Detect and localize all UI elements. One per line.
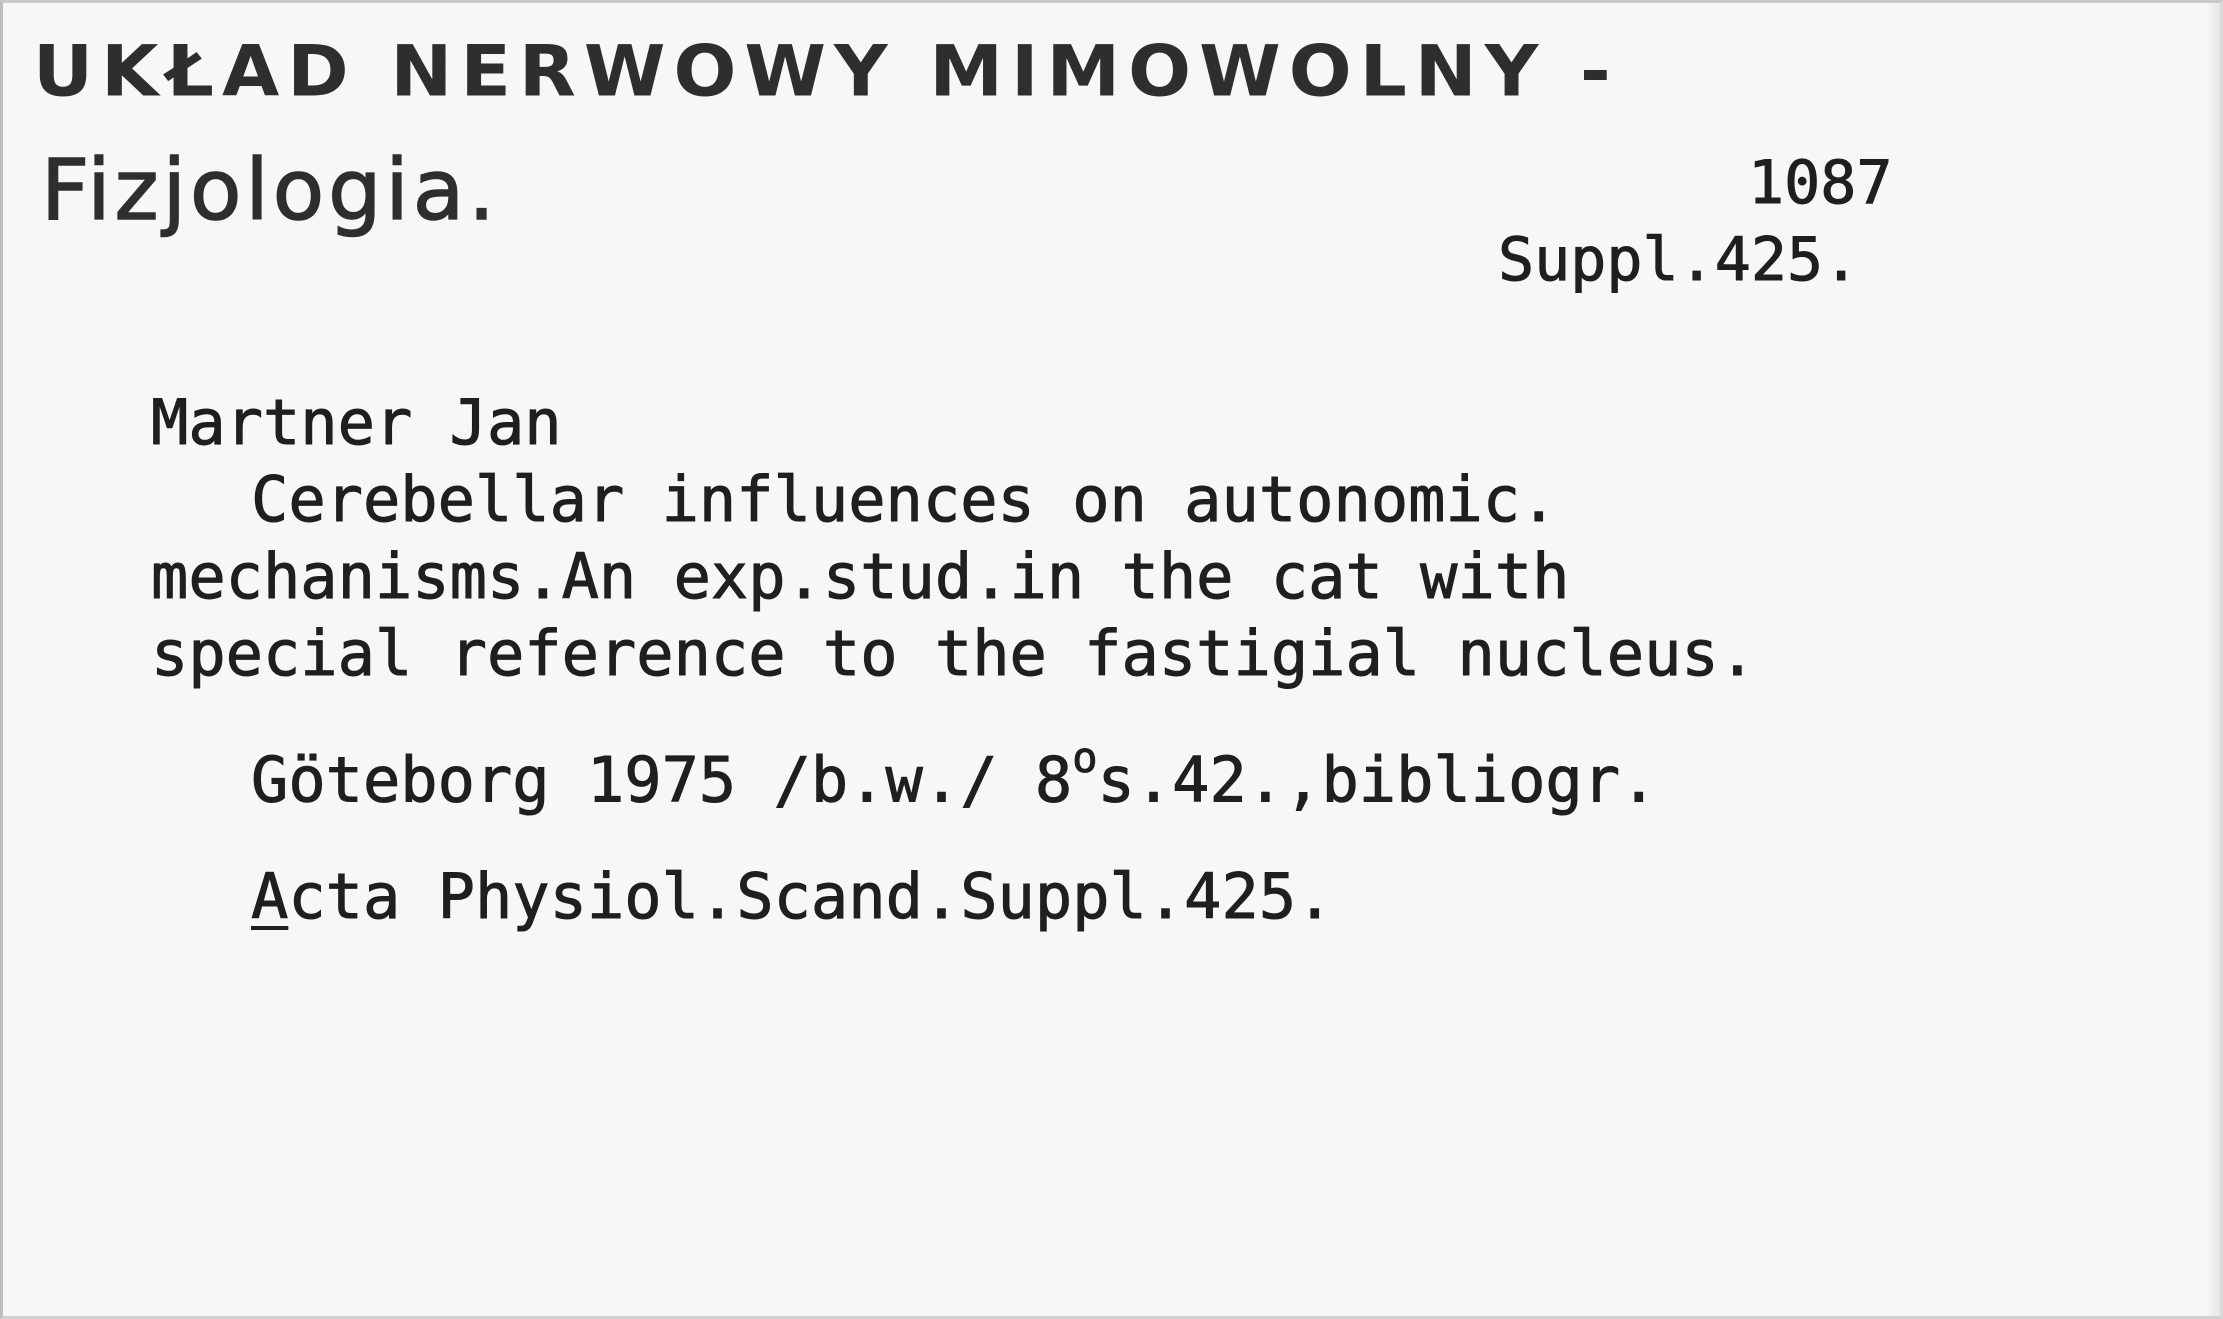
subject-heading-line1: UKŁAD NERWOWY MIMOWOLNY - [33, 31, 1619, 113]
imprint-line [251, 733, 1658, 817]
call-number: 1087 [1748, 148, 1893, 218]
series-line [251, 860, 1334, 933]
supplement-reference: Suppl.425. [1498, 225, 1860, 295]
imprint-pages: s.42.,bibliogr. [1097, 743, 1658, 817]
title-line2: mechanisms.An exp.stud.in the cat with [151, 540, 1570, 613]
series-initial: A [251, 860, 289, 933]
author-name: Martner Jan [151, 386, 562, 459]
imprint-format-superscript: o [1072, 733, 1098, 782]
title-line1: Cerebellar influences on autonomic. [251, 463, 1558, 536]
card-edge-shadow [2206, 3, 2220, 1316]
title-line3: special reference to the fastigial nucleus. [151, 617, 1757, 690]
imprint-place-year: Göteborg 1975 /b.w./ 8 [251, 743, 1073, 817]
subject-heading-line2: Fizjologia. [41, 141, 499, 239]
series-text: cta Physiol.Scand.Suppl.425. [288, 860, 1334, 933]
